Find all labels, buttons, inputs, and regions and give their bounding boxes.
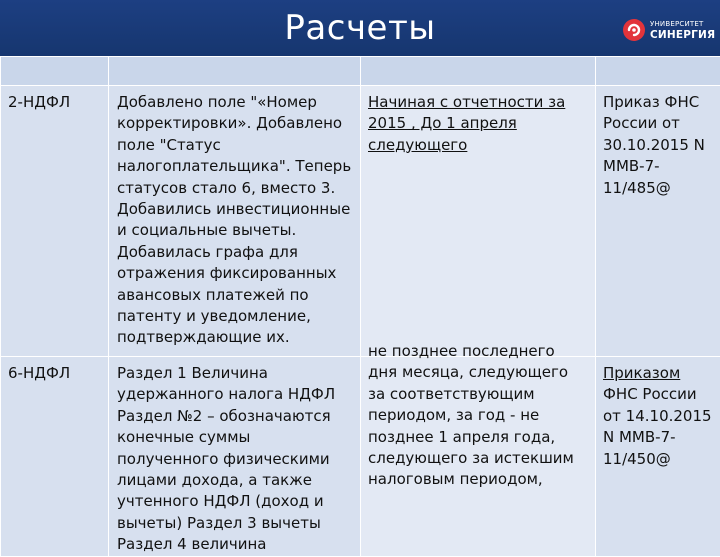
table-row — [1, 357, 720, 557]
deadline-text: не позднее последнего дня месяца, следующего за соответствующим периодом, за год - не позднее 1 апреля года, следующего за истекшим налоговым периодом, — [361, 335, 595, 491]
order-link[interactable]: Приказом — [603, 363, 712, 384]
form-cell — [1, 357, 109, 557]
order-cell — [596, 86, 720, 357]
form-cell — [1, 86, 109, 357]
deadline-text: Начиная с отчетности за 2015 , До 1 апреля следующего — [361, 86, 595, 156]
deadline-cell — [361, 86, 596, 357]
header-cell — [361, 57, 596, 86]
ndfl-table — [0, 56, 720, 557]
changes-cell — [109, 86, 361, 357]
slide-header — [0, 0, 720, 56]
logo-line-university: УНИВЕРСИТЕТ — [650, 19, 715, 30]
order-block — [596, 357, 720, 470]
synergy-logo — [622, 14, 715, 46]
deadline-cell — [361, 357, 596, 557]
header-cell — [109, 57, 361, 86]
table-row — [1, 86, 720, 357]
form-name: 2-НДФЛ — [1, 86, 108, 113]
header-cell — [1, 57, 109, 86]
order-cell — [596, 357, 720, 557]
changes-text: Добавлено поле "«Номер корректировки». Добавлено поле "Статус налогоплательщика". Теперь статусов стало 6, вместо 3. Добавились инвестиционные и социальные вычеты. Добавилась графа для отражения фиксированных авансовых платежей по патенту и уведомление, подтверждающие их. — [109, 86, 360, 349]
synergy-logo-icon — [622, 18, 646, 42]
table-header-row — [1, 57, 720, 86]
header-cell — [596, 57, 720, 86]
order-text: Приказ ФНС России от 30.10.2015 N ММВ-7-11/485@ — [596, 86, 720, 199]
order-text: ФНС России от 14.10.2015 N ММВ-7-11/450@ — [603, 384, 712, 470]
logo-text — [650, 19, 715, 41]
logo-line-synergy: СИНЕРГИЯ — [650, 30, 715, 41]
form-name: 6-НДФЛ — [1, 357, 108, 384]
changes-cell — [109, 357, 361, 557]
changes-text: Раздел 1 Величина удержанного налога НДФЛ Раздел №2 – обозначаются конечные суммы полученного физическими лицами дохода, а также учтенного НДФЛ (доход и вычеты) Раздел 3 вычеты Раздел 4 величина — [109, 357, 360, 556]
slide-title: Расчеты — [0, 8, 720, 48]
